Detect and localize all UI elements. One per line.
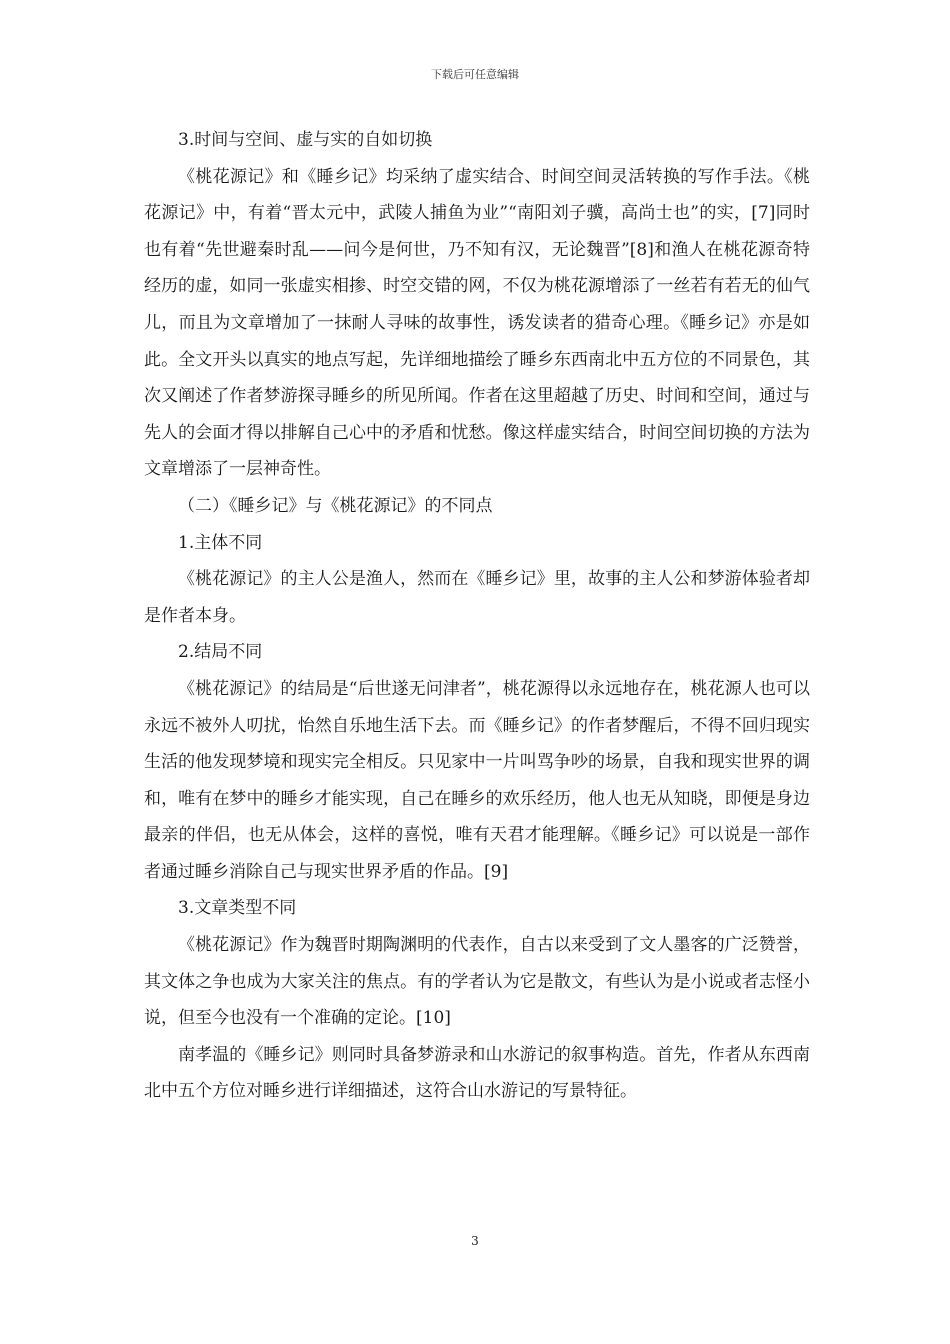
subsection-heading: 3.文章类型不同 (178, 898, 297, 919)
subsection-heading: 3.时间与空间、虚与实的自如切换 (178, 130, 433, 150)
body-paragraph: 南孝温的《睡乡记》则同时具备梦游录和山水游记的叙事构造。首先，作者从东西南北中五个方位对睡乡进行详细描述，这符合山水游记的写景特征。 (144, 1044, 810, 1102)
body-paragraph: 《桃花源记》的主人公是渔人，然而在《睡乡记》里，故事的主人公和梦游体验者却是作者本身。 (144, 569, 810, 626)
subsection-heading: 2.结局不同 (178, 642, 263, 663)
page-header: 下载后可任意编辑 (431, 68, 519, 81)
subsection-heading: 1.主体不同 (178, 532, 263, 553)
page-number: 3 (471, 1234, 479, 1248)
body-paragraph: 《桃花源记》的结局是“后世遂无问津者”，桃花源得以永远地存在，桃花源人也可以永远不被外人叨扰，怡然自乐地生活下去。而《睡乡记》的作者梦醒后，不得不回归现实生活的他发现梦境和现实完全相反。只见家中一片叫骂争吵的场景，自我和现实世界的调和，唯有在梦中的睡乡才能实现，自己在睡乡的欢乐经历，他人也无从知晓，即便是身边最亲的伴侣，也无从体会，这样的喜悦，唯有天君才能理解。《睡乡记》可以说是一部作者通过睡乡消除自己与现实世界矛盾的作品。[9] (144, 678, 810, 882)
document-body (144, 122, 810, 1110)
body-paragraph: 《桃花源记》和《睡乡记》均采纳了虚实结合、时间空间灵活转换的写作手法。《桃花源记》中，有着“晋太元中，武陵人捕鱼为业”“南阳刘子骥，高尚士也”的实，[7]同时也有着“先世避秦时乱——问今是何世，乃不知有汉，无论魏晋”[8]和渔人在桃花源奇特经历的虚，如同一张虚实相掺、时空交错的网，不仅为桃花源增添了一丝若有若无的仙气儿，而且为文章增加了一抹耐人寻味的故事性，诱发读者的猎奇心理。《睡乡记》亦是如此。全文开头以真实的地点写起，先详细地描绘了睡乡东西南北中五方位的不同景色，其次又阐述了作者梦游探寻睡乡的所见所闻。作者在这里超越了历史、时间和空间，通过与先人的会面才得以排解自己心中的矛盾和忧愁。像这样虚实结合，时间空间切换的方法为文章增添了一层神奇性。 (144, 166, 810, 480)
body-paragraph: 《桃花源记》作为魏晋时期陶渊明的代表作，自古以来受到了文人墨客的广泛赞誉，其文体之争也成为大家关注的焦点。有的学者认为它是散文，有些认为是小说或者志怪小说，但至今也没有一个准确的定论。[10] (144, 935, 810, 1029)
section-heading: （二）《睡乡记》与《桃花源记》的不同点 (178, 495, 493, 516)
